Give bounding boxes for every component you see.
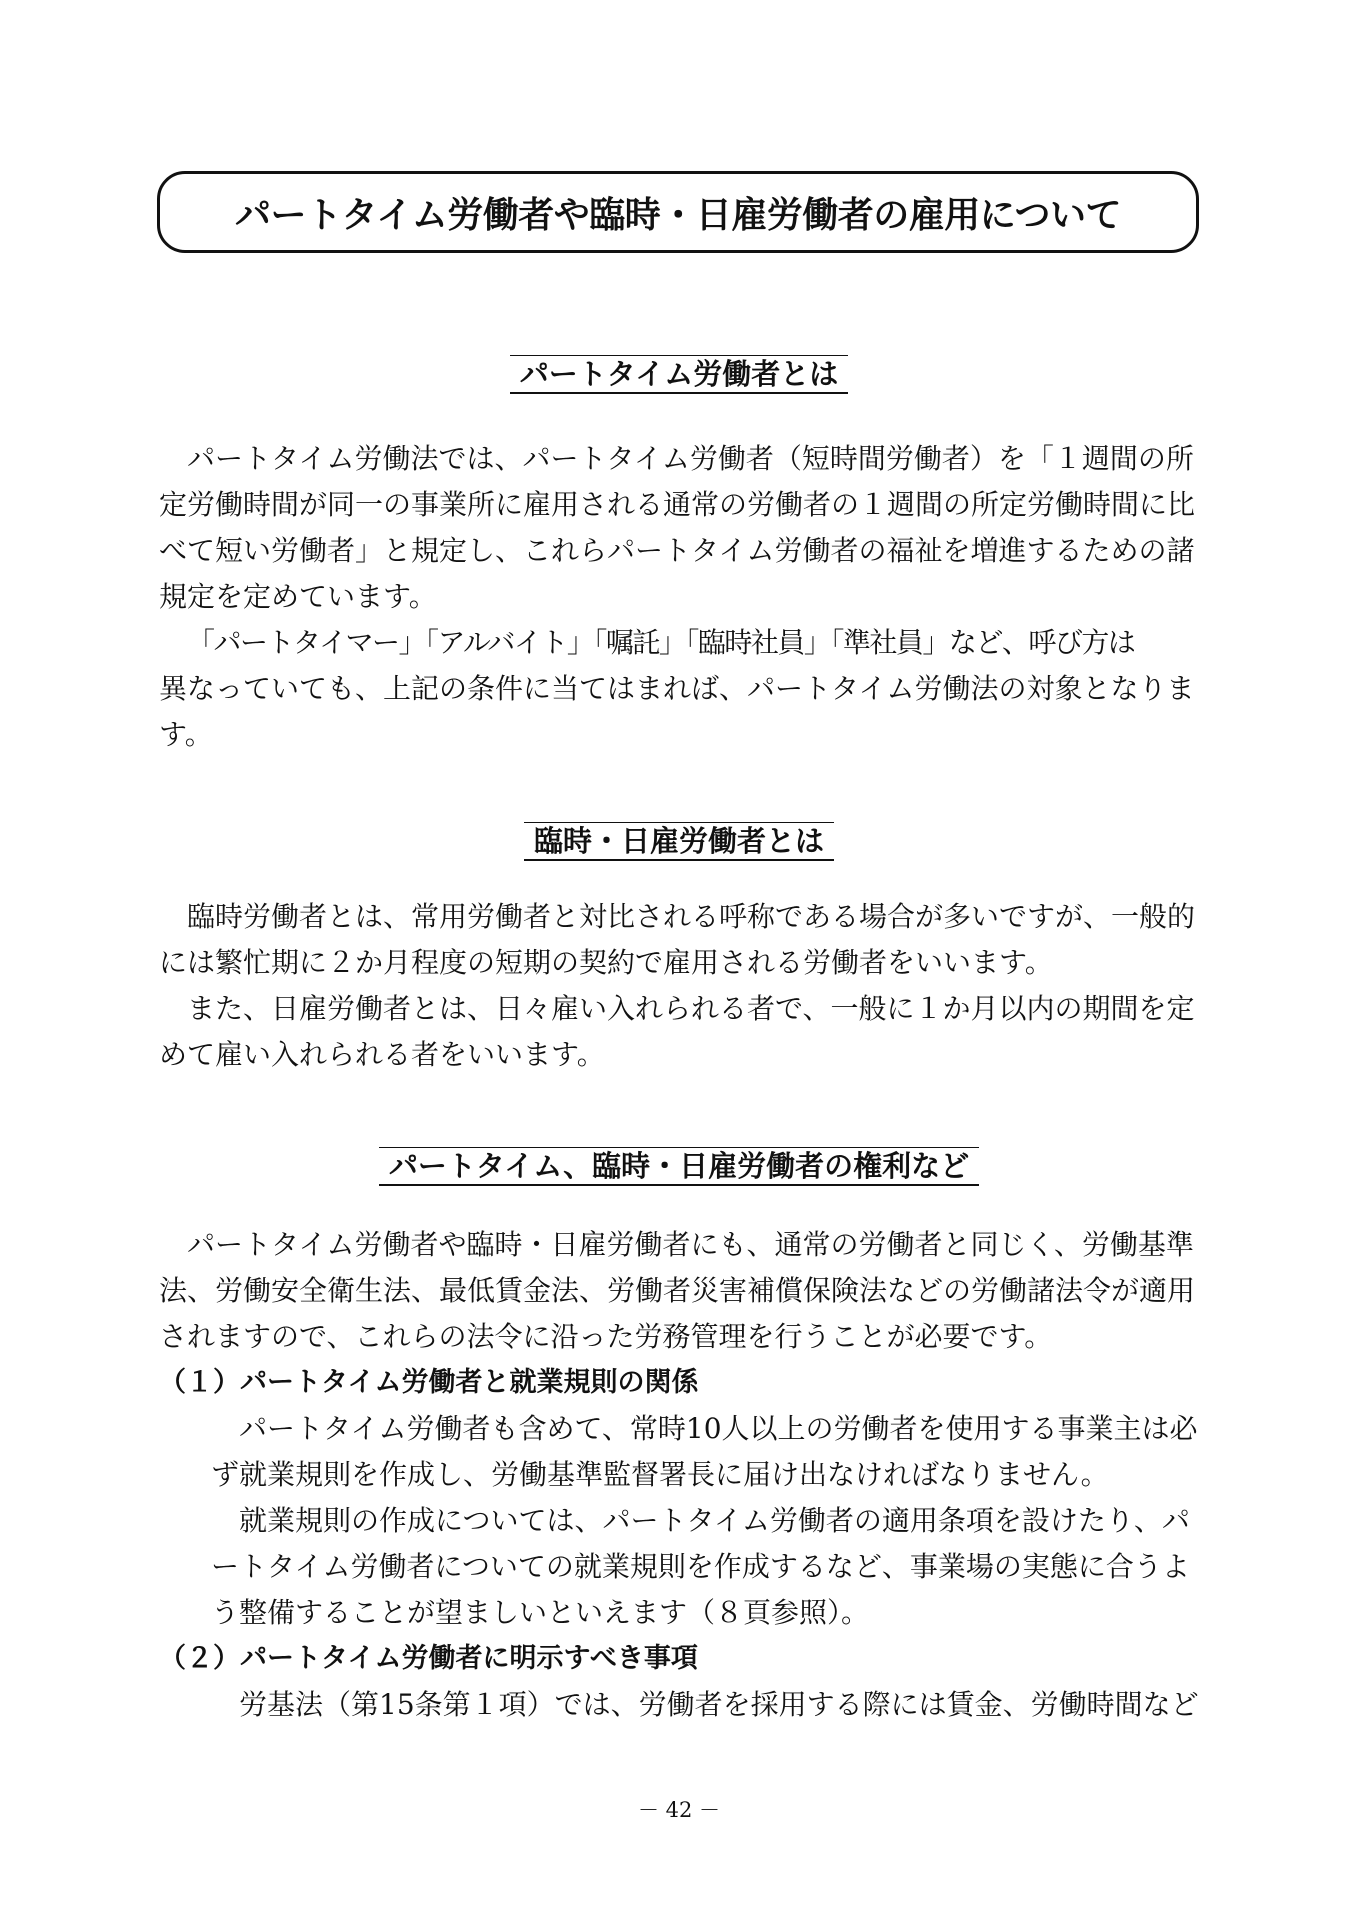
paragraph bbox=[159, 894, 1199, 986]
text-line: 「パートタイマー」「アルバイト」「嘱託」「臨時社員」「準社員」など、呼び方は bbox=[187, 626, 1135, 659]
text-line: 労基法（第15条第１項）では、労働者を採用する際には賃金、労働時間など bbox=[239, 1688, 1199, 1721]
section-heading-wrap bbox=[0, 822, 1358, 861]
text-line: されますので、これらの法令に沿った労務管理を行うことが必要です。 bbox=[159, 1320, 1053, 1353]
document-title: パートタイム労働者や臨時・日雇労働者の雇用について bbox=[234, 194, 1122, 236]
text-line: ず就業規則を作成し、労働基準監督署長に届け出なければなりません。 bbox=[211, 1458, 1109, 1491]
text-line: パートタイム労働法では、パートタイム労働者（短時間労働者）を「１週間の所 bbox=[187, 442, 1194, 475]
text-line: 定労働時間が同一の事業所に雇用される通常の労働者の１週間の所定労働時間に比 bbox=[159, 488, 1196, 521]
paragraph bbox=[211, 1682, 1199, 1728]
text-line: す。 bbox=[159, 718, 213, 751]
section-heading: パートタイム、臨時・日雇労働者の権利など bbox=[379, 1147, 979, 1186]
text-line: 臨時労働者とは、常用労働者と対比される呼称である場合が多いですが、一般的 bbox=[187, 900, 1196, 933]
text-line: ートタイム労働者についての就業規則を作成するなど、事業場の実態に合うよ bbox=[211, 1550, 1190, 1583]
subsection-heading: （２）パートタイム労働者に明示すべき事項 bbox=[159, 1643, 698, 1674]
paragraph bbox=[159, 1222, 1199, 1360]
subsection-body bbox=[159, 1682, 1199, 1728]
title-box bbox=[157, 171, 1199, 253]
section-body bbox=[159, 1222, 1199, 1728]
text-line: 就業規則の作成については、パートタイム労働者の適用条項を設けたり、パ bbox=[239, 1504, 1190, 1537]
text-line: めて雇い入れられる者をいいます。 bbox=[159, 1038, 605, 1071]
text-line: また、日雇労働者とは、日々雇い入れられる者で、一般に１か月以内の期間を定 bbox=[187, 992, 1195, 1025]
page-number: － 42 － bbox=[637, 1798, 721, 1822]
section-heading: 臨時・日雇労働者とは bbox=[524, 822, 834, 861]
text-line: 法、労働安全衛生法、最低賃金法、労働者災害補償保険法などの労働諸法令が適用 bbox=[159, 1274, 1196, 1307]
text-line: パートタイム労働者や臨時・日雇労働者にも、通常の労働者と同じく、労働基準 bbox=[187, 1228, 1194, 1261]
section-body bbox=[159, 894, 1199, 1078]
text-line: 規定を定めています。 bbox=[159, 580, 437, 613]
section-body bbox=[159, 436, 1199, 758]
subsection-body bbox=[159, 1406, 1199, 1636]
paragraph bbox=[159, 436, 1199, 620]
section-heading-wrap bbox=[0, 1147, 1358, 1186]
section-heading: パートタイム労働者とは bbox=[510, 355, 848, 394]
text-line: には繁忙期に２か月程度の短期の契約で雇用される労働者をいいます。 bbox=[159, 946, 1053, 979]
section-heading-wrap bbox=[0, 355, 1358, 394]
subsection-heading: （１）パートタイム労働者と就業規則の関係 bbox=[159, 1367, 699, 1398]
text-line: 異なっていても、上記の条件に当てはまれば、パートタイム労働法の対象となりま bbox=[159, 672, 1195, 705]
text-line: う整備することが望ましいといえます（８頁参照）。 bbox=[211, 1596, 870, 1629]
paragraph bbox=[211, 1406, 1199, 1498]
text-line: べて短い労働者」と規定し、これらパートタイム労働者の福祉を増進するための諸 bbox=[159, 534, 1195, 567]
paragraph bbox=[159, 620, 1199, 758]
text-line: パートタイム労働者も含めて、常時10人以上の労働者を使用する事業主は必 bbox=[239, 1412, 1198, 1445]
paragraph bbox=[211, 1498, 1199, 1636]
paragraph bbox=[159, 986, 1199, 1078]
